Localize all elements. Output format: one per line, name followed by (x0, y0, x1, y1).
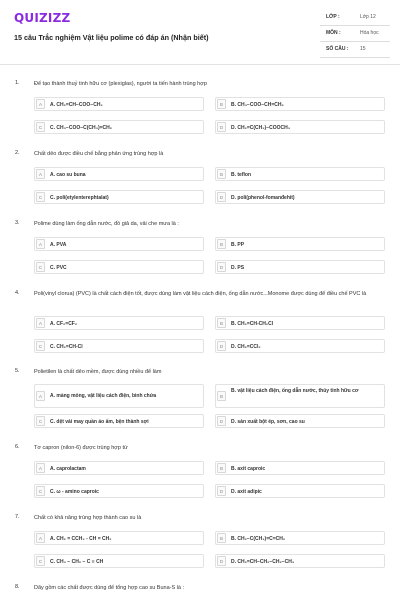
meta-row-class (320, 10, 390, 26)
option-c[interactable] (34, 260, 204, 274)
meta-label: MÔN : (326, 30, 341, 36)
option-text: A. cao su buna (50, 172, 86, 178)
option-letter: B (217, 391, 226, 401)
question-number: 4. (15, 290, 20, 296)
option-d[interactable] (215, 554, 385, 568)
option-letter: A (36, 239, 45, 249)
option-letter: D (217, 192, 226, 202)
option-letter: B (217, 318, 226, 328)
question-number: 7. (15, 514, 20, 520)
question-number: 2. (15, 150, 20, 156)
option-letter: C (36, 486, 45, 496)
option-c[interactable] (34, 414, 204, 428)
option-text: D. CH₂=C(CH₃)−COOCH₃ (231, 125, 291, 131)
option-text: B. vật liệu cách điện, ống dẫn nước, thủy tinh hữu cơ (231, 388, 359, 394)
option-letter: A (36, 169, 45, 179)
option-text: C. CH₃ − CH₂ − C ≡ CH (50, 559, 104, 565)
option-a[interactable] (34, 237, 204, 251)
option-letter: D (217, 486, 226, 496)
header-divider (0, 64, 400, 65)
option-letter: C (36, 341, 45, 351)
option-text: B. PP (231, 242, 245, 248)
option-text: C. poli(etylenterephtalat) (50, 195, 109, 201)
meta-label: LỚP : (326, 14, 340, 20)
option-letter: D (217, 556, 226, 566)
option-d[interactable] (215, 260, 385, 274)
option-text: A. PVA (50, 242, 67, 248)
question-number: 1. (15, 80, 20, 86)
option-text: C. CH₃−COO−C(CH₃)=CH₂ (50, 125, 112, 131)
option-text: D. sản xuất bột ép, sơn, cao su (231, 419, 305, 425)
option-c[interactable] (34, 339, 204, 353)
question-text: Chất dẻo được điều chế bằng phản ứng trùng hợp là (34, 151, 164, 157)
option-letter: B (217, 239, 226, 249)
option-letter: A (36, 533, 45, 543)
option-letter: C (36, 122, 45, 132)
meta-label: SỐ CÂU : (326, 46, 349, 52)
option-text: A. CF₂=CF₂ (50, 321, 78, 327)
option-text: A. CH₂=CH−COO−CH₃ (50, 102, 103, 108)
meta-row-subject (320, 26, 390, 42)
option-letter: D (217, 341, 226, 351)
option-text: C. dệt vải may quần áo ấm, bện thành sợi (50, 419, 149, 425)
question-text: Polime dùng làm ống dẫn nước, đồ giả da, vải che mưa là : (34, 221, 179, 227)
option-a[interactable] (34, 167, 204, 181)
option-d[interactable] (215, 120, 385, 134)
option-a[interactable] (34, 97, 204, 111)
option-text: C. CH₂=CH-Cl (50, 344, 83, 350)
quizizz-logo: QUIZIZZ (14, 11, 71, 25)
document-header (0, 0, 400, 64)
option-text: B. CH₂=CH-CH₂Cl (231, 321, 274, 327)
option-text: C. PVC (50, 265, 67, 271)
meta-row-count (320, 42, 390, 58)
option-text: C. ω - amino caproic (50, 489, 99, 495)
option-letter: C (36, 262, 45, 272)
option-d[interactable] (215, 339, 385, 353)
option-letter: B (217, 169, 226, 179)
option-text: D. poli(phenol-fomanđehit) (231, 195, 295, 201)
option-text: B. CH₃−COO−CH=CH₂ (231, 102, 284, 108)
question-text: Polietilen là chất dẻo mềm, được dùng nhiều để làm (34, 369, 162, 375)
option-b[interactable] (215, 237, 385, 251)
option-letter: B (217, 463, 226, 473)
option-letter: A (36, 318, 45, 328)
option-c[interactable] (34, 120, 204, 134)
question-number: 6. (15, 444, 20, 450)
option-a[interactable] (34, 384, 204, 408)
option-letter: B (217, 533, 226, 543)
option-b[interactable] (215, 316, 385, 330)
option-text: B. CH₂−C(CH₃)=C=CH₂ (231, 536, 286, 542)
question-text: Tơ capron (nilon-6) được trùng hợp từ (34, 445, 128, 451)
document-title: 15 câu Trắc nghiệm Vật liệu polime có đáp án (Nhận biết) (14, 33, 209, 42)
option-a[interactable] (34, 316, 204, 330)
option-b[interactable] (215, 384, 385, 408)
option-b[interactable] (215, 531, 385, 545)
option-d[interactable] (215, 414, 385, 428)
option-text: D. CH₂=CH−CH₂−CH₂−CH₃ (231, 559, 295, 565)
option-text: A. CH₂ = CCH₃ - CH = CH₂ (50, 536, 112, 542)
option-text: D. CH₂=CCl₂ (231, 344, 261, 350)
option-letter: A (36, 463, 45, 473)
option-text: A. caprolactam (50, 466, 86, 472)
option-letter: C (36, 556, 45, 566)
option-text: B. teflon (231, 172, 251, 178)
option-d[interactable] (215, 484, 385, 498)
option-c[interactable] (34, 554, 204, 568)
option-c[interactable] (34, 190, 204, 204)
question-text: Để tạo thành thuỷ tinh hữu cơ (plexiglas), người ta tiến hành trùng hợp (34, 81, 207, 87)
option-text: A. màng mỏng, vật liệu cách điện, bình chứa (50, 393, 157, 399)
option-b[interactable] (215, 97, 385, 111)
option-text: B. axit caproic (231, 466, 266, 472)
question-number: 5. (15, 368, 20, 374)
option-letter: D (217, 262, 226, 272)
question-number: 3. (15, 220, 20, 226)
meta-value: 15 (360, 46, 366, 52)
option-letter: B (217, 99, 226, 109)
option-a[interactable] (34, 531, 204, 545)
option-letter: D (217, 416, 226, 426)
question-number: 8. (15, 584, 20, 590)
option-b[interactable] (215, 461, 385, 475)
option-letter: C (36, 416, 45, 426)
question-text: Poli(vinyl clorua) (PVC) là chất cách điện tốt, được dùng làm vật liệu cách điện, ống dẫn nước...Monome được dùng để điều chế PVC là (34, 291, 367, 297)
question-text: Dãy gồm các chất được dùng để tổng hợp cao su Buna-S là : (34, 585, 185, 591)
option-a[interactable] (34, 461, 204, 475)
question-text: Chất có khả năng trùng hợp thành cao su là (34, 515, 142, 521)
meta-box (320, 10, 390, 58)
option-text: D. PS (231, 265, 245, 271)
option-letter: C (36, 192, 45, 202)
option-d[interactable] (215, 190, 385, 204)
meta-value: Hóa học (360, 30, 379, 36)
option-c[interactable] (34, 484, 204, 498)
option-text: D. axit adipic (231, 489, 262, 495)
option-letter: A (36, 99, 45, 109)
meta-value: Lớp 12 (360, 14, 376, 20)
option-letter: D (217, 122, 226, 132)
option-letter: A (36, 391, 45, 401)
option-b[interactable] (215, 167, 385, 181)
